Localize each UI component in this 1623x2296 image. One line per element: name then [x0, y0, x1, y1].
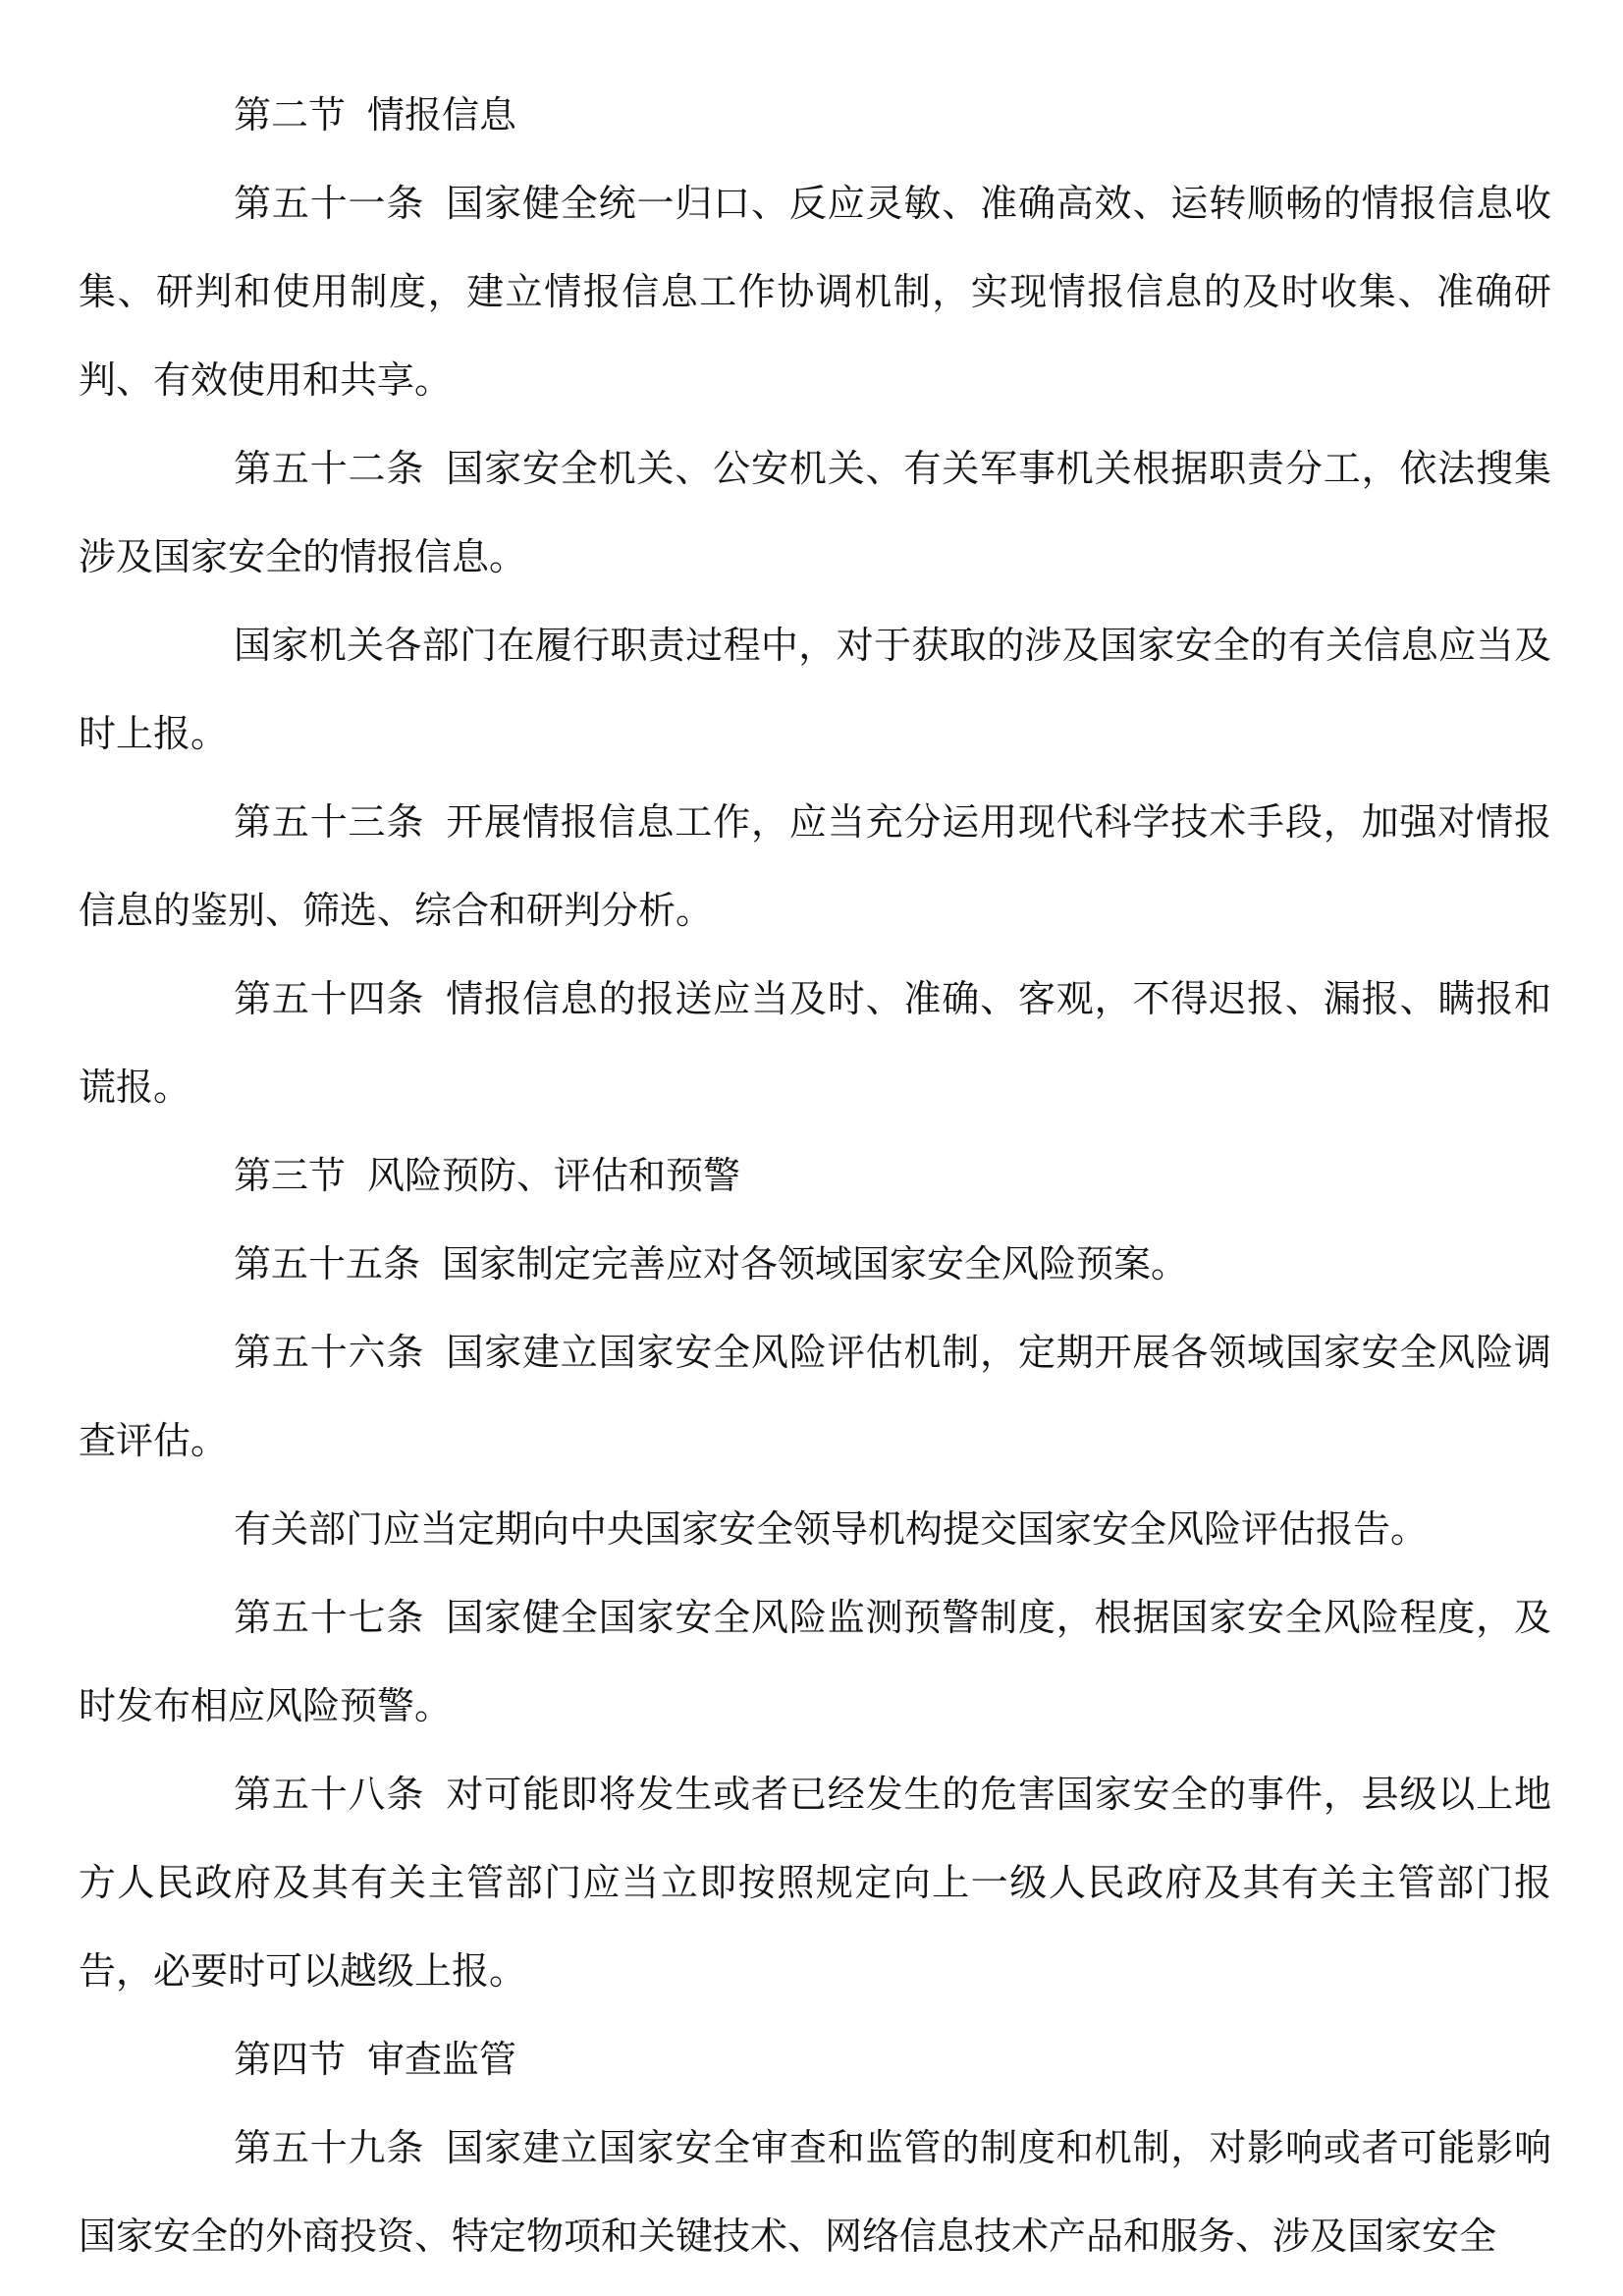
article-52	[79, 424, 1551, 601]
article-label: 第五十二条	[234, 447, 425, 490]
article-56	[79, 1308, 1551, 1485]
article-59	[79, 2104, 1551, 2280]
article-label: 第五十一条	[234, 182, 425, 225]
section-label: 第四节	[234, 2038, 347, 2081]
article-text: 国家建立国家安全审查和监管的制度和机制，对影响或者可能影响国家安全的外商投资、特定物项和关键技术、网络信息技术产品和服务、涉及国家安全	[79, 2126, 1551, 2258]
article-55	[79, 1220, 1551, 1308]
paragraph-56-2	[79, 1485, 1551, 1573]
article-53	[79, 778, 1551, 955]
article-text: 国家制定完善应对各领域国家安全风险预案。	[442, 1242, 1189, 1285]
article-text: 国家健全国家安全风险监测预警制度，根据国家安全风险程度，及时发布相应风险预警。	[79, 1596, 1551, 1727]
article-text: 对可能即将发生或者已经发生的危害国家安全的事件，县级以上地方人民政府及其有关主管部门应当立即按照规定向上一级人民政府及其有关主管部门报告，必要时可以越级上报。	[79, 1773, 1551, 1993]
paragraph-text: 有关部门应当定期向中央国家安全领导机构提交国家安全风险评估报告。	[234, 1507, 1429, 1551]
section-label: 第二节	[234, 93, 347, 137]
article-57	[79, 1573, 1551, 1750]
article-label: 第五十八条	[234, 1773, 425, 1816]
article-text: 情报信息的报送应当及时、准确、客观，不得迟报、漏报、瞒报和谎报。	[79, 977, 1551, 1109]
document-page	[79, 71, 1551, 2280]
article-51	[79, 159, 1551, 424]
article-label: 第五十六条	[234, 1331, 425, 1374]
section-label: 第三节	[234, 1154, 347, 1197]
section-heading-2	[79, 71, 1551, 159]
paragraph-text: 国家机关各部门在履行职责过程中，对于获取的涉及国家安全的有关信息应当及时上报。	[79, 624, 1551, 755]
article-label: 第五十七条	[234, 1596, 425, 1639]
section-title: 情报信息	[367, 93, 517, 137]
section-title: 风险预防、评估和预警	[367, 1154, 741, 1197]
section-title: 审查监管	[367, 2038, 517, 2081]
article-label: 第五十三条	[234, 800, 425, 844]
article-54	[79, 955, 1551, 1131]
article-text: 国家安全机关、公安机关、有关军事机关根据职责分工，依法搜集涉及国家安全的情报信息。	[79, 447, 1551, 578]
article-58	[79, 1750, 1551, 2015]
article-text: 开展情报信息工作，应当充分运用现代科学技术手段，加强对情报信息的鉴别、筛选、综合和研判分析。	[79, 800, 1551, 932]
article-label: 第五十九条	[234, 2126, 425, 2169]
section-heading-4	[79, 2015, 1551, 2104]
article-text: 国家建立国家安全风险评估机制，定期开展各领域国家安全风险调查评估。	[79, 1331, 1551, 1462]
section-heading-3	[79, 1131, 1551, 1220]
article-text: 国家健全统一归口、反应灵敏、准确高效、运转顺畅的情报信息收集、研判和使用制度，建立情报信息工作协调机制，实现情报信息的及时收集、准确研判、有效使用和共享。	[79, 182, 1551, 402]
article-label: 第五十五条	[234, 1242, 421, 1285]
article-label: 第五十四条	[234, 977, 425, 1020]
paragraph-52-2	[79, 601, 1551, 778]
